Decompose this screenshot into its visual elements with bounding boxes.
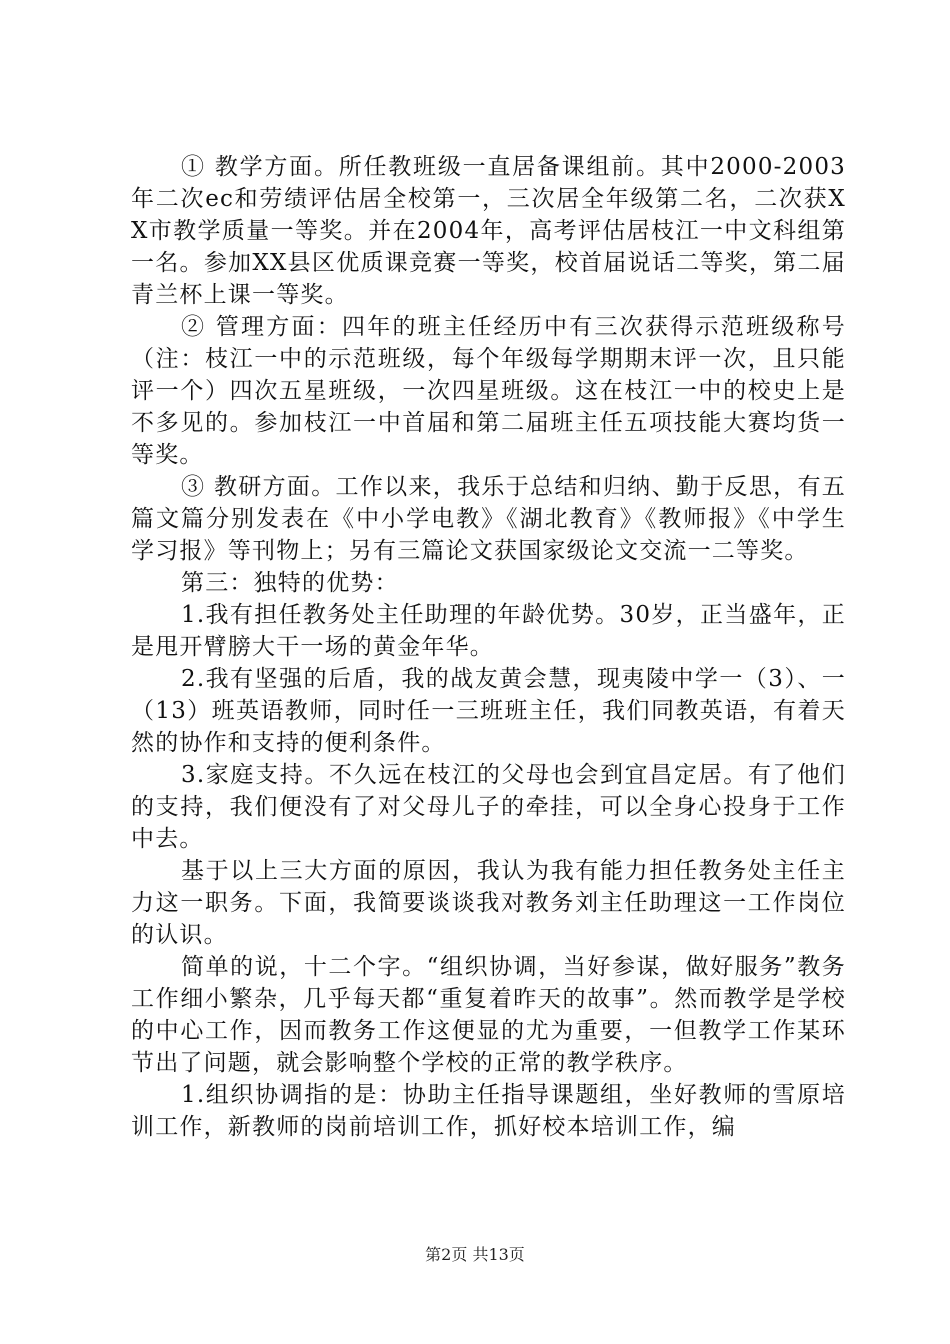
document-body — [131, 151, 846, 1143]
section-heading-advantages: 第三：独特的优势： — [181, 570, 399, 596]
paragraph-age-advantage: 1.我有担任教务处主任助理的年龄优势。30岁，正当盛年，正是甩开臂膀大干一场的黄金年华。 — [131, 602, 846, 660]
paragraph-teaching: ① 教学方面。所任教班级一直居备课组前。其中2000-2003年二次ec和劳绩评估居全校第一，三次居全年级第二名，二次获XX市教学质量一等奖。并在2004年，高考评估居枝江一中文科组第一名。参加XX县区优质课竞赛一等奖，校首届说话二等奖，第二届青兰杯上课一等奖。 — [131, 154, 846, 308]
paragraph-research: ③ 教研方面。工作以来，我乐于总结和归纳、勤于反思，有五篇文篇分别发表在《中小学电教》《湖北教育》《教师报》《中学生学习报》等刊物上；另有三篇论文获国家级论文交流一二等奖。 — [131, 474, 846, 564]
paragraph-support: 2.我有坚强的后盾，我的战友黄会慧，现夷陵中学一（3）、一（13）班英语教师，同时任一三班班主任，我们同教英语，有着天然的协作和支持的便利条件。 — [131, 666, 846, 756]
paragraph-management: ② 管理方面：四年的班主任经历中有三次获得示范班级称号（注：枝江一中的示范班级，每个年级每学期期末评一次，且只能评一个）四次五星班级，一次四星班级。这在枝江一中的校史上是不多见的。参加枝江一中首届和第二届班主任五项技能大赛均货一等奖。 — [131, 314, 846, 468]
page-footer: 第2页 共13页 — [425, 1245, 525, 1264]
paragraph-coordination: 1.组织协调指的是：协助主任指导课题组，坐好教师的雪原培训工作，新教师的岗前培训工作，抓好校本培训工作，编 — [131, 1082, 846, 1140]
paragraph-family: 3.家庭支持。不久远在枝江的父母也会到宜昌定居。有了他们的支持，我们便没有了对父母儿子的牵挂，可以全身心投身于工作中去。 — [131, 762, 846, 852]
paragraph-role-summary: 简单的说，十二个字。“组织协调，当好参谋，做好服务”教务工作细小繁杂，几乎每天都“重复着昨天的故事”。然而教学是学校的中心工作，因而教务工作这便显的尤为重要，一但教学工作某环节出了问题，就会影响整个学校的正常的教学秩序。 — [131, 954, 846, 1076]
paragraph-conclusion: 基于以上三大方面的原因，我认为我有能力担任教务处主任主力这一职务。下面，我简要谈谈我对教务刘主任助理这一工作岗位的认识。 — [131, 858, 846, 948]
